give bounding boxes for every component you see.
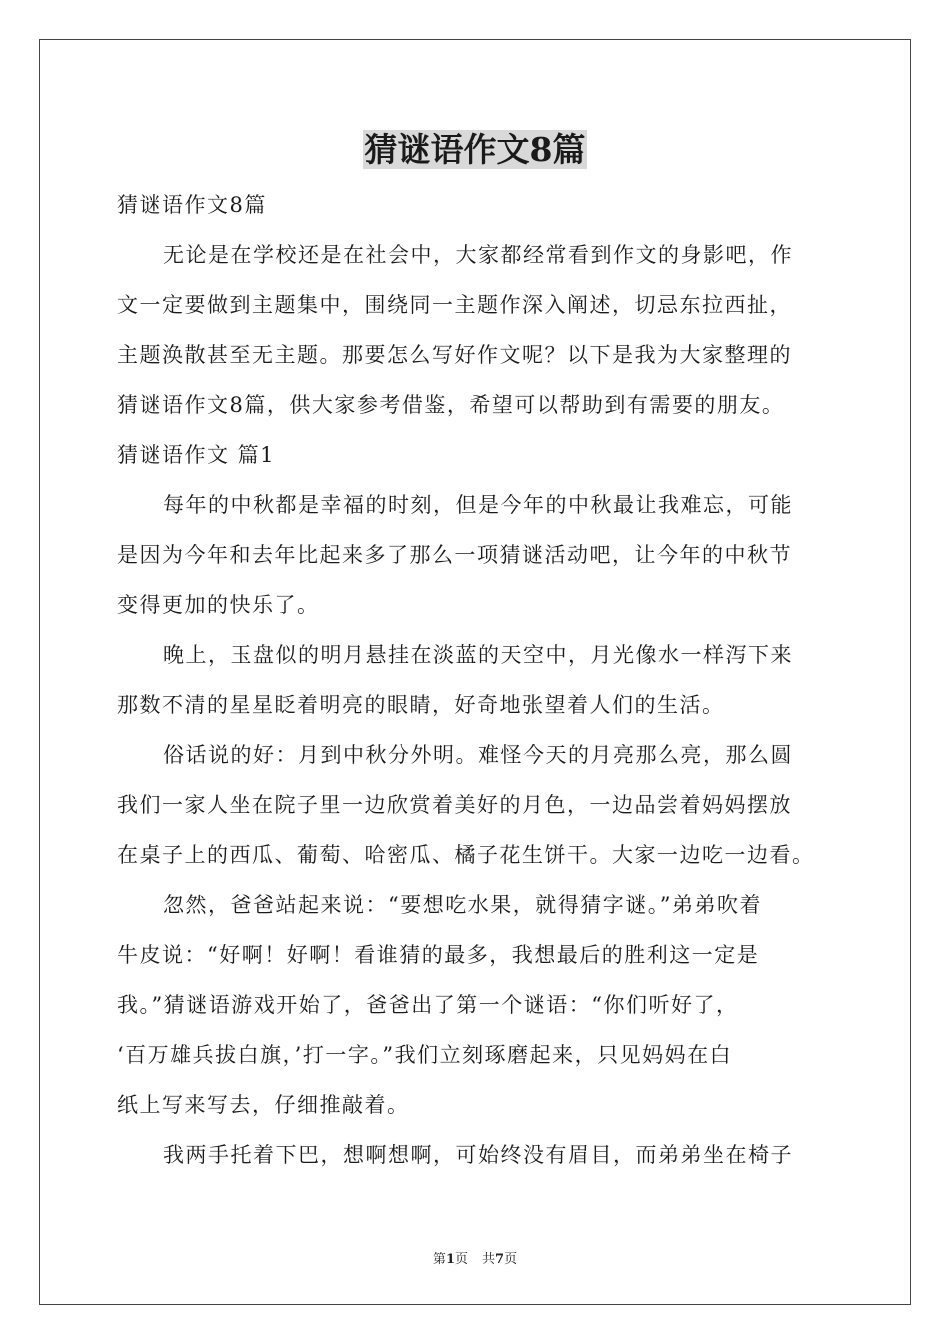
text-line: 牛皮说：“好啊！好啊！看谁猜的最多，我想最后的胜利这一定是 bbox=[117, 943, 760, 967]
total-pages: 7 bbox=[495, 1252, 505, 1267]
text-line: 每年的中秋都是幸福的时刻，但是今年的中秋最让我难忘，可能 bbox=[163, 493, 793, 517]
document-body bbox=[117, 180, 841, 1180]
text-line: 无论是在学校还是在社会中，大家都经常看到作文的身影吧，作 bbox=[163, 243, 793, 267]
page-footer bbox=[0, 1248, 950, 1267]
text-line: ‘百万雄兵拔白旗，’打一字。”我们立刻琢磨起来，只见妈妈在白 bbox=[117, 1043, 733, 1067]
document-title bbox=[0, 128, 950, 172]
text-line: 是因为今年和去年比起来多了那么一项猜谜活动吧，让今年的中秋节 bbox=[117, 543, 792, 567]
text-line: 变得更加的快乐了。 bbox=[117, 593, 320, 617]
text-line: 晚上，玉盘似的明月悬挂在淡蓝的天空中，月光像水一样泻下来 bbox=[163, 643, 793, 667]
text-line: 猜谜语作文8篇，供大家参考借鉴，希望可以帮助到有需要的朋友。 bbox=[117, 393, 785, 417]
document-title-text: 猜谜语作文8篇 bbox=[364, 130, 586, 169]
text-line: 那数不清的星星眨着明亮的眼睛，好奇地张望着人们的生活。 bbox=[117, 693, 725, 717]
text-line: 文一定要做到主题集中，围绕同一主题作深入阐述，切忌东拉西扯， bbox=[117, 293, 792, 317]
text-line: 在桌子上的西瓜、葡萄、哈密瓜、橘子花生饼干。大家一边吃一边看。 bbox=[117, 843, 815, 867]
text-line: 我。”猜谜语游戏开始了，爸爸出了第一个谜语：“你们听好了， bbox=[117, 993, 739, 1017]
page-suffix: 页 bbox=[454, 1252, 468, 1267]
text-line: 猜谜语作文8篇 bbox=[117, 193, 267, 217]
text-line: 猜谜语作文 篇1 bbox=[117, 443, 276, 467]
text-line: 忽然，爸爸站起来说：“要想吃水果，就得猜字谜。”弟弟吹着 bbox=[163, 893, 762, 917]
text-line: 纸上写来写去，仔细推敲着。 bbox=[117, 1093, 410, 1117]
text-line: 主题涣散甚至无主题。那要怎么写好作文呢？以下是我为大家整理的 bbox=[117, 343, 792, 367]
page-prefix: 第 bbox=[432, 1252, 446, 1267]
text-line: 我们一家人坐在院子里一边欣赏着美好的月色，一边品尝着妈妈摆放 bbox=[117, 793, 792, 817]
text-line: 我两手托着下巴，想啊想啊，可始终没有眉目，而弟弟坐在椅子 bbox=[163, 1143, 793, 1167]
page-current: 1 bbox=[445, 1252, 455, 1267]
total-suffix: 页 bbox=[504, 1252, 518, 1267]
total-prefix: 共 bbox=[482, 1252, 496, 1267]
text-line: 俗话说的好：月到中秋分外明。难怪今天的月亮那么亮，那么圆 bbox=[163, 743, 793, 767]
